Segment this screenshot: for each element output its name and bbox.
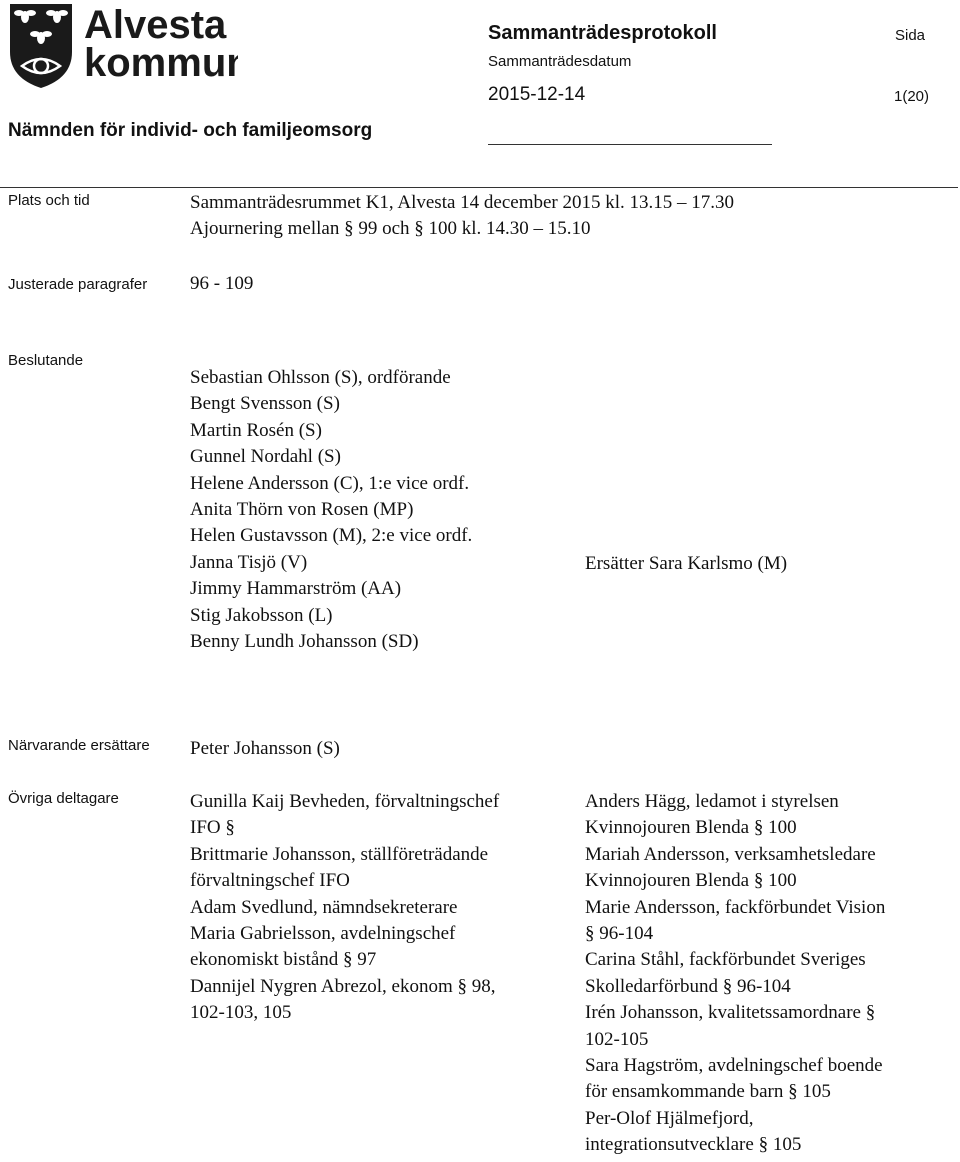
participant-line: Per-Olof Hjälmefjord, [585, 1107, 754, 1129]
member-item: Stig Jakobsson (L) [190, 604, 333, 626]
header-divider [488, 144, 772, 145]
member-item: Janna Tisjö (V) [190, 551, 308, 573]
member-item: Benny Lundh Johansson (SD) [190, 630, 419, 652]
participant-line: förvaltningschef IFO [190, 870, 350, 892]
page-number: 1(20) [894, 88, 930, 105]
member-item: Bengt Svensson (S) [190, 393, 340, 415]
member-item: Sebastian Ohlsson (S), ordförande [190, 367, 451, 388]
adjusted-paragraphs-label: Justerade paragrafer [8, 276, 148, 293]
deciding-members-list [190, 365, 472, 655]
participant-line: Maria Gabrielsson, avdelningschef [190, 922, 456, 944]
logo-wordmark-line2: kommun [84, 41, 238, 85]
participant-line: IFO § [190, 817, 235, 839]
participant-line: 102-103, 105 [190, 1002, 292, 1024]
member-item: Helen Gustavsson (M), 2:e vice ordf. [190, 525, 473, 547]
present-substitutes-label: Närvarande ersättare [8, 737, 150, 754]
present-substitutes-value: Peter Johansson (S) [190, 738, 340, 759]
place-and-time-value [190, 190, 734, 243]
participant-line: ekonomiskt bistånd § 97 [190, 949, 377, 971]
member-item: Martin Rosén (S) [190, 419, 322, 441]
participant-line: Skolledarförbund § 96-104 [585, 975, 791, 997]
organization-name: Nämnden för individ- och familjeomsorg [8, 120, 373, 141]
participant-line: för ensamkommande barn § 105 [585, 1081, 831, 1103]
participant-line: Marie Andersson, fackförbundet Vision [585, 896, 886, 918]
deciding-members-label: Beslutande [8, 352, 84, 369]
page-label: Sida [895, 27, 926, 44]
participant-line: Brittmarie Johansson, ställföreträdande [190, 843, 489, 865]
participant-line: Gunilla Kaij Bevheden, förvaltningschef [190, 791, 500, 812]
participant-line: Irén Johansson, kvalitetssamordnare § [585, 1002, 876, 1024]
other-participants-left-column [190, 789, 499, 1027]
place-and-time-label: Plats och tid [8, 192, 90, 209]
logo-wordmark-line1: Alvesta [84, 3, 227, 47]
participant-line: integrationsutvecklare § 105 [585, 1134, 802, 1156]
place-line: Sammanträdesrummet K1, Alvesta 14 december 2015 kl. 13.15 – 17.30 [190, 192, 735, 213]
participant-line: Kvinnojouren Blenda § 100 [585, 817, 797, 839]
other-participants-right-column [585, 789, 885, 1158]
participant-line: Dannijel Nygren Abrezol, ekonom § 98, [190, 975, 496, 997]
other-participants-label: Övriga deltagare [8, 790, 119, 807]
adjournment-line: Ajournering mellan § 99 och § 100 kl. 14.30 – 15.10 [190, 218, 591, 240]
participant-line: Mariah Andersson, verksamhetsledare [585, 843, 876, 865]
participant-line: § 96-104 [585, 922, 654, 944]
member-item: Jimmy Hammarström (AA) [190, 578, 402, 600]
meeting-date-label: Sammanträdesdatum [488, 53, 632, 70]
participant-line: Anders Hägg, ledamot i styrelsen [585, 791, 839, 812]
member-item: Anita Thörn von Rosen (MP) [190, 498, 414, 520]
replacement-note: Ersätter Sara Karlsmo (M) [585, 553, 788, 574]
document-title: Sammanträdesprotokoll [488, 22, 717, 44]
municipality-logo [6, 0, 238, 92]
member-item: Gunnel Nordahl (S) [190, 446, 341, 468]
meeting-date-value: 2015-12-14 [488, 84, 586, 105]
participant-line: Sara Hagström, avdelningschef boende [585, 1054, 883, 1076]
participant-line: Adam Svedlund, nämndsekreterare [190, 896, 458, 918]
participant-line: 102-105 [585, 1028, 649, 1050]
adjusted-paragraphs-value: 96 - 109 [190, 273, 254, 294]
participant-line: Kvinnojouren Blenda § 100 [585, 870, 797, 892]
member-item: Helene Andersson (C), 1:e vice ordf. [190, 472, 470, 494]
municipality-coat-of-arms-icon [6, 0, 238, 92]
section-divider [0, 187, 958, 188]
participant-line: Carina Ståhl, fackförbundet Sveriges [585, 949, 866, 971]
